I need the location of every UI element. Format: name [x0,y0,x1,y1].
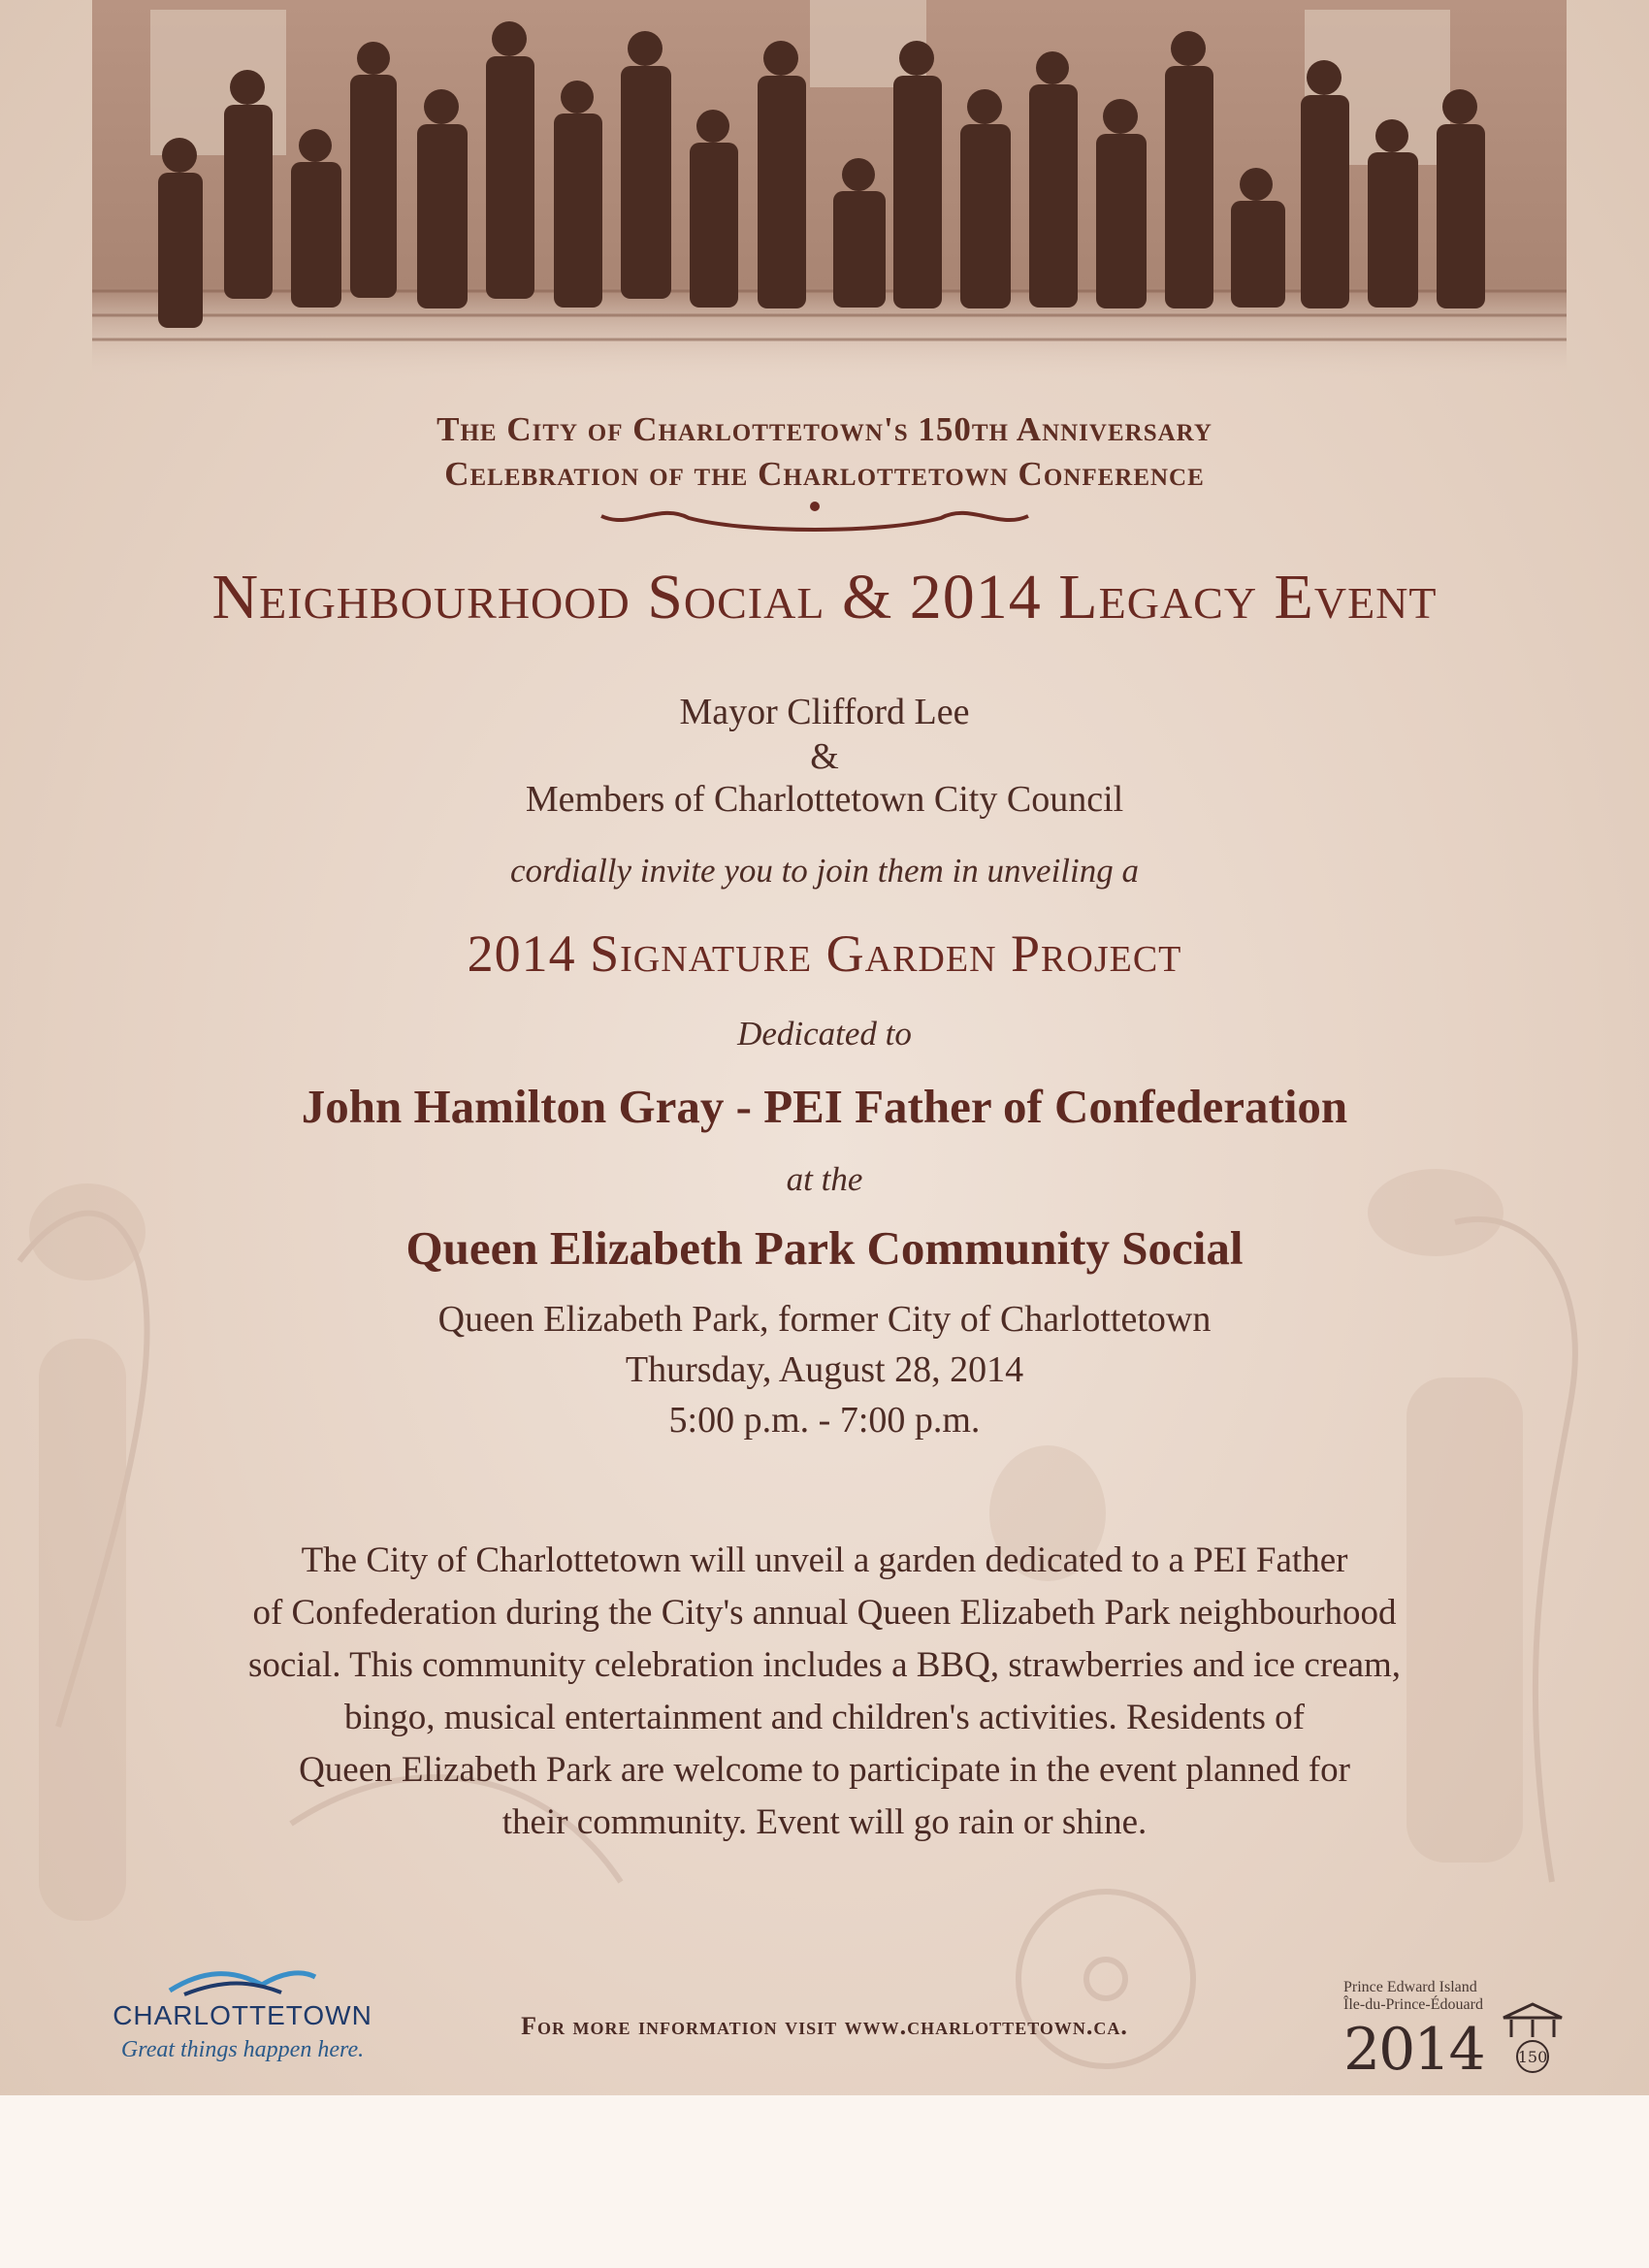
invitation-text: cordially invite you to join them in unveiling a [509,852,1139,890]
honoree-name: John Hamilton Gray - PEI Father of Confederation [301,1080,1348,1133]
host-council: Members of Charlottetown City Council [525,779,1124,820]
pei-2014-logo [1329,1979,1581,2086]
description-line: Queen Elizabeth Park are welcome to participate in the event planned for [299,1750,1350,1790]
pei-year: 2014 [1343,2016,1484,2084]
logo-tagline: Great things happen here. [120,2037,365,2062]
social-title: Queen Elizabeth Park Community Social [405,1221,1244,1275]
pei-mark-text: 150 [1517,2048,1548,2066]
description-line: of Confederation during the City's annual Queen Elizabeth Park neighbourhood [252,1593,1397,1633]
pei-2014-anniversary-icon [1494,1998,1571,2076]
anniversary-line-1: The City of Charlottetown's 150th Anniversary [436,410,1212,448]
at-the-label: at the [786,1160,863,1198]
anniversary-line-2: Celebration of the Charlottetown Conference [444,455,1205,493]
decorative-flourish-icon [592,495,1038,534]
pei-french-name: Île-du-Prince-Édouard [1343,1996,1483,2013]
description-line: The City of Charlottetown will unveil a garden dedicated to a PEI Father [301,1540,1348,1580]
more-info-line: For more information visit www.charlottetown.ca. [521,2012,1128,2040]
host-ampersand: & [810,736,839,777]
description-line: their community. Event will go rain or shine. [501,1802,1148,1842]
event-date: Thursday, August 28, 2014 [625,1349,1024,1390]
host-mayor: Mayor Clifford Lee [679,692,970,732]
charlottetown-wave-logo-icon [165,1960,320,1998]
historic-group-photo [92,0,1567,383]
event-location: Queen Elizabeth Park, former City of Charlottetown [437,1299,1212,1340]
event-description [116,1535,1533,1849]
anniversary-heading [0,407,1649,497]
description-line: bingo, musical entertainment and children's activities. Residents of [343,1698,1305,1737]
pei-english-name: Prince Edward Island [1343,1979,1477,1995]
dedicated-label: Dedicated to [737,1015,912,1053]
event-title: Neighbourhood Social & 2014 Legacy Event [211,562,1438,632]
project-title: 2014 Signature Garden Project [467,924,1182,983]
event-time: 5:00 p.m. - 7:00 p.m. [668,1400,981,1441]
description-line: social. This community celebration includes a BBQ, strawberries and ice cream, [247,1645,1402,1685]
logo-wordmark: CHARLOTTETOWN [113,2000,372,2030]
